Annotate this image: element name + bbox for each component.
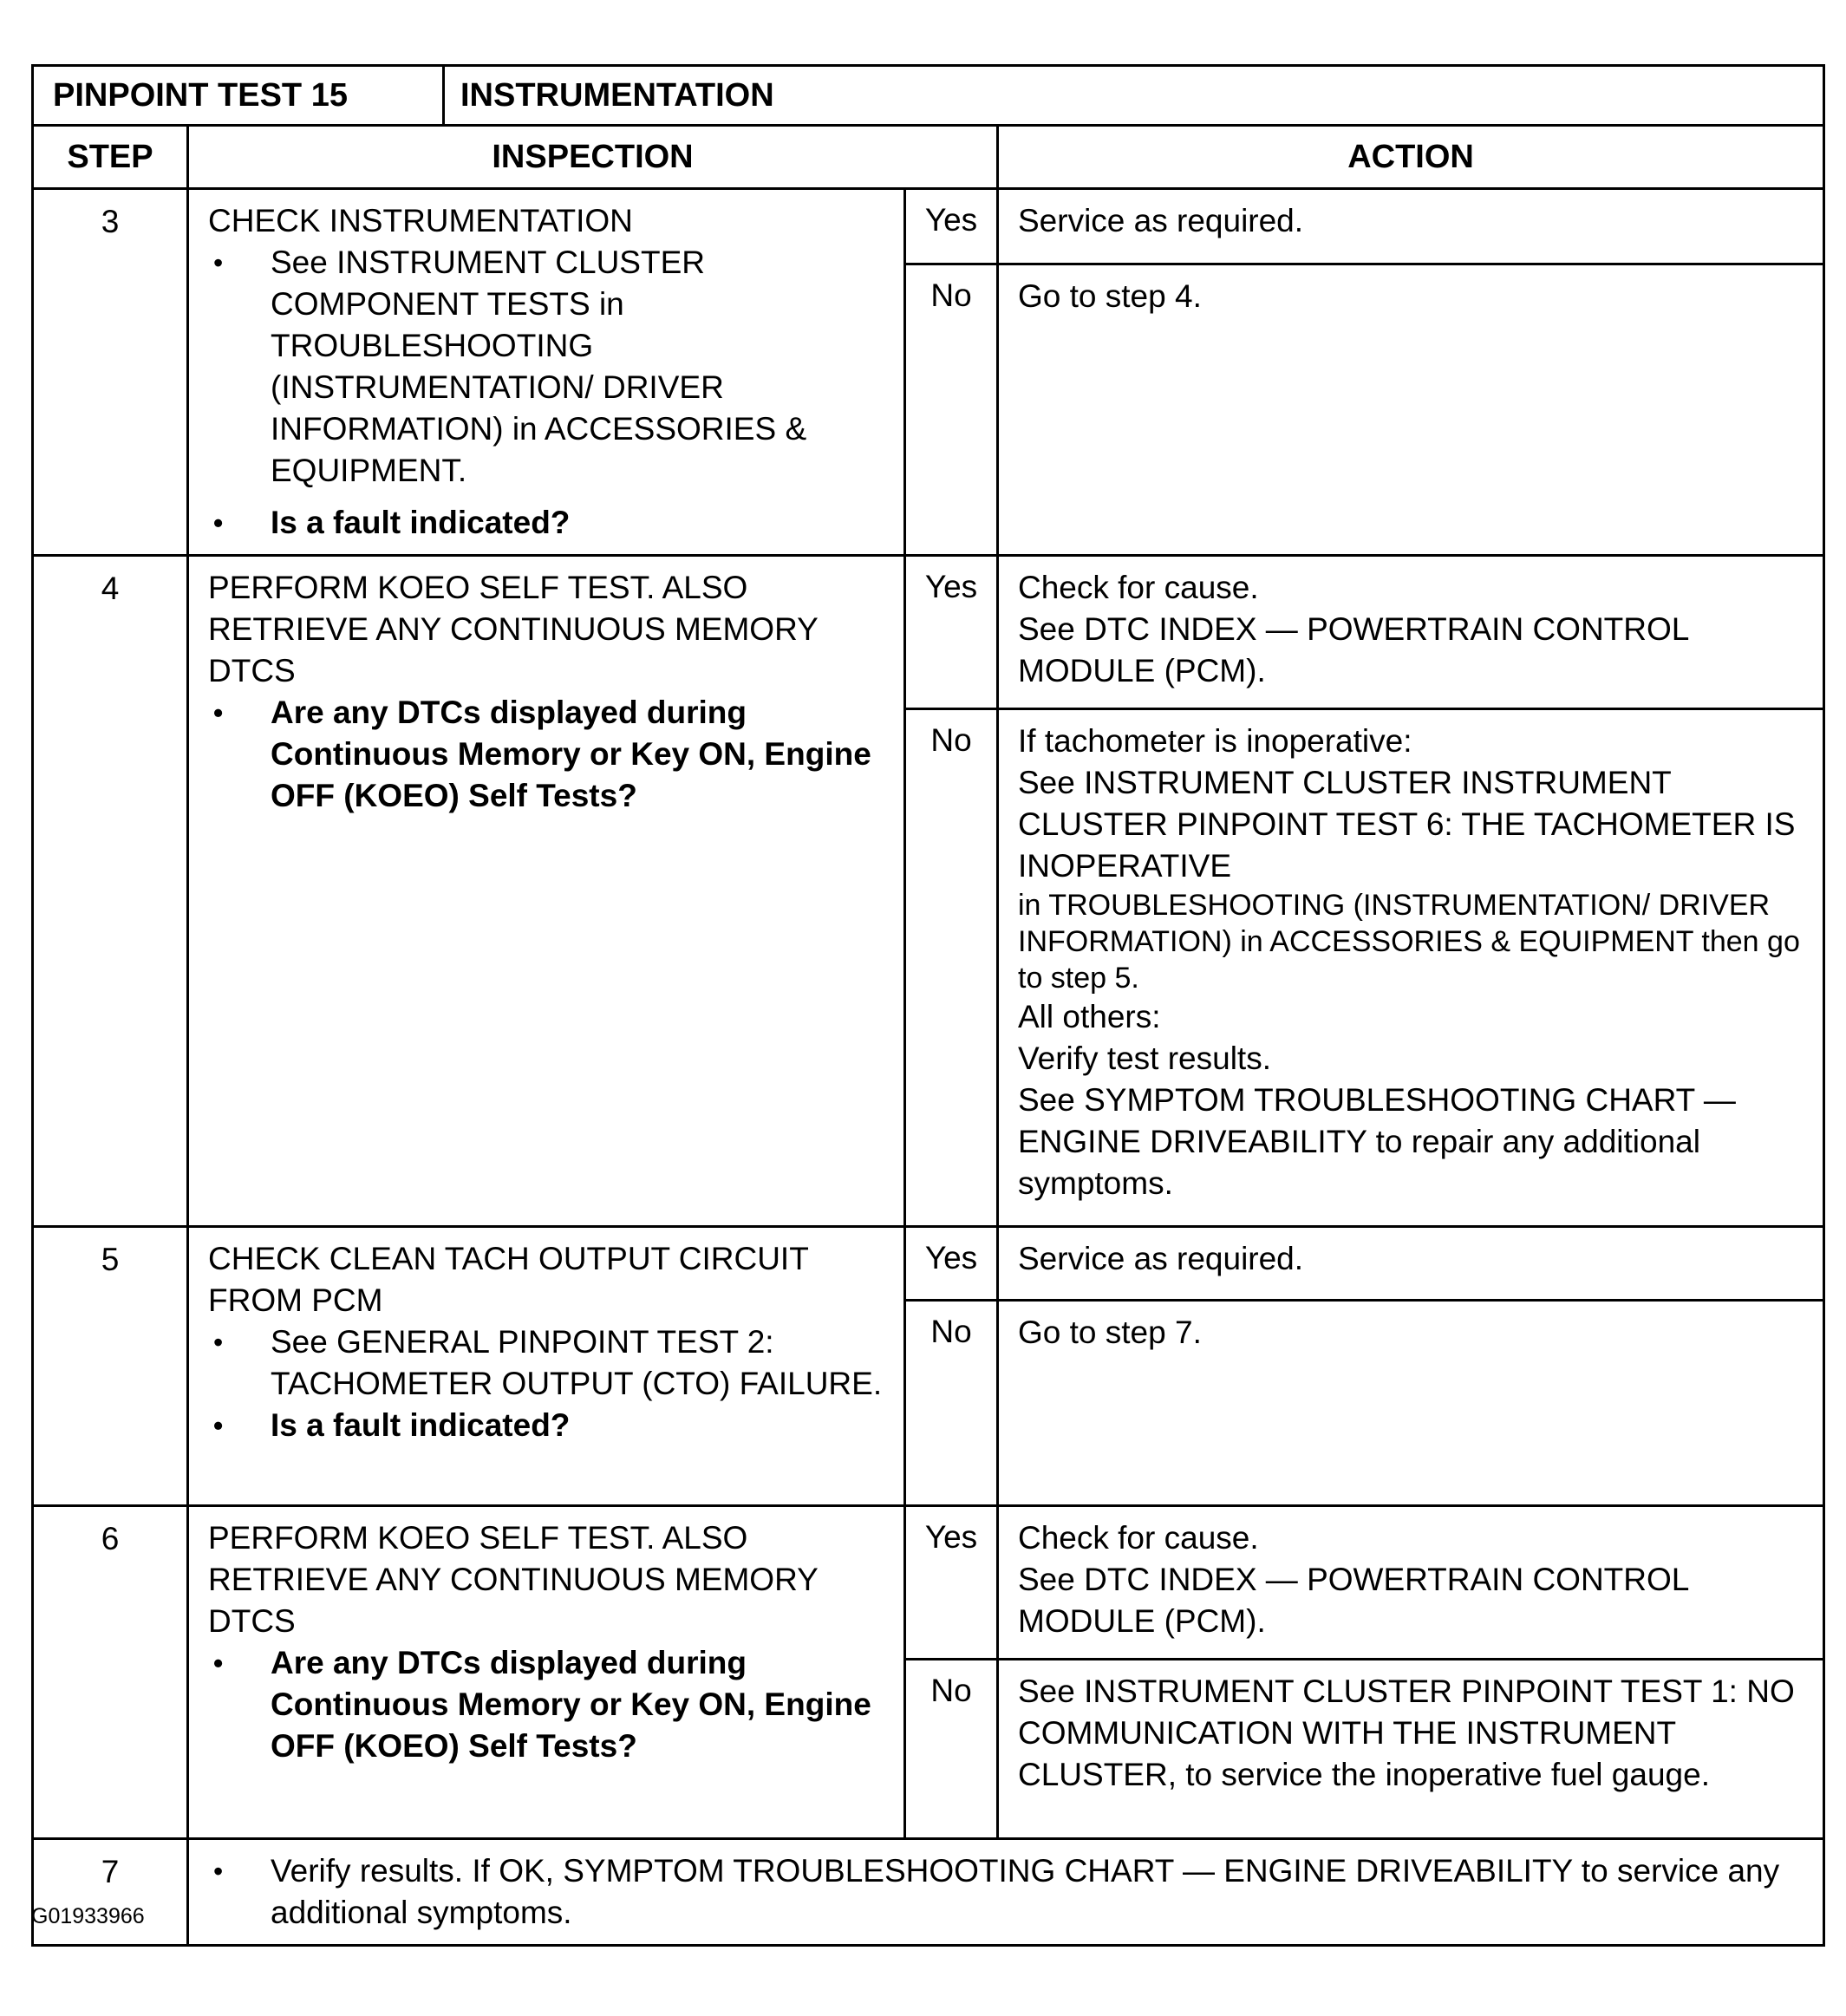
bullet-item — [208, 1850, 1807, 1934]
action-line: Verify test results. — [1018, 1041, 1271, 1076]
bullet-text: See GENERAL PINPOINT TEST 2: TACHOMETER OUTPUT (CTO) FAILURE. — [271, 1324, 883, 1401]
no-action: Go to step 4. — [998, 264, 1824, 556]
action-line: See DTC INDEX — POWERTRAIN CONTROL MODULE (PCM). — [1018, 1562, 1688, 1639]
action-line: See SYMPTOM TROUBLESHOOTING CHART — ENGINE DRIVEABILITY to repair any additional symptoms. — [1018, 1082, 1736, 1201]
inspection-title: PERFORM KOEO SELF TEST. ALSO RETRIEVE ANY CONTINUOUS MEMORY DTCS — [208, 1520, 819, 1639]
inspection-bullets — [208, 1321, 888, 1446]
inspection-title: CHECK INSTRUMENTATION — [208, 203, 633, 238]
action-line: in TROUBLESHOOTING (INSTRUMENTATION/ DRIVER INFORMATION) in ACCESSORIES & EQUIPMENT then go to step 5. — [1018, 889, 1800, 995]
table-row — [33, 189, 1824, 264]
step-number: 5 — [33, 1227, 188, 1506]
column-header-row — [33, 126, 1824, 189]
inspection-bullets — [208, 242, 888, 544]
inspection-cell — [188, 556, 905, 1227]
bullet-item — [208, 242, 888, 492]
yes-label: Yes — [905, 556, 998, 709]
bullet-item — [208, 502, 888, 544]
column-header-inspection: INSPECTION — [188, 126, 998, 189]
action-line: See INSTRUMENT CLUSTER INSTRUMENT CLUSTER PINPOINT TEST 6: THE TACHOMETER IS INOPERATIVE — [1018, 765, 1796, 884]
yes-action — [998, 1506, 1824, 1660]
no-label: No — [905, 1660, 998, 1839]
yes-action: Service as required. — [998, 1227, 1824, 1301]
step-number: 6 — [33, 1506, 188, 1839]
action-line: See DTC INDEX — POWERTRAIN CONTROL MODULE (PCM). — [1018, 611, 1688, 688]
step-number: 7 — [33, 1839, 188, 1946]
table-row — [33, 1506, 1824, 1660]
bullet-question: Are any DTCs displayed during Continuous Memory or Key ON, Engine OFF (KOEO) Self Tests? — [271, 695, 871, 813]
inspection-bullets — [208, 1642, 888, 1767]
column-header-action: ACTION — [998, 126, 1824, 189]
bullet-question: Is a fault indicated? — [271, 1407, 571, 1443]
step-number: 3 — [33, 189, 188, 556]
inspection-cell — [188, 1227, 905, 1506]
no-label: No — [905, 264, 998, 556]
column-header-step: STEP — [33, 126, 188, 189]
no-action: See INSTRUMENT CLUSTER PINPOINT TEST 1: NO COMMUNICATION WITH THE INSTRUMENT CLUSTER, to service the inoperative fuel gauge. — [998, 1660, 1824, 1839]
yes-action: Service as required. — [998, 189, 1824, 264]
figure-id: G01933966 — [31, 1904, 145, 1928]
table-row — [33, 1839, 1824, 1946]
test-title: INSTRUMENTATION — [444, 66, 1824, 126]
action-line: All others: — [1018, 999, 1161, 1034]
yes-action — [998, 556, 1824, 709]
inspection-cell — [188, 1506, 905, 1839]
inspection-title: PERFORM KOEO SELF TEST. ALSO RETRIEVE ANY CONTINUOUS MEMORY DTCS — [208, 570, 819, 688]
table-row — [33, 1227, 1824, 1301]
inspection-cell — [188, 189, 905, 556]
yes-label: Yes — [905, 1506, 998, 1660]
inspection-cell — [188, 1839, 1824, 1946]
no-label: No — [905, 709, 998, 1227]
inspection-bullets — [208, 692, 888, 817]
caption-row — [33, 66, 1824, 126]
inspection-title: CHECK CLEAN TACH OUTPUT CIRCUIT FROM PCM — [208, 1241, 809, 1318]
bullet-text: See INSTRUMENT CLUSTER COMPONENT TESTS in TROUBLESHOOTING (INSTRUMENTATION/ DRIVER INFORMATION) in ACCESSORIES & EQUIPMENT. — [271, 245, 807, 488]
test-table — [31, 64, 1825, 1947]
pinpoint-test-table — [31, 64, 1823, 1947]
step-number: 4 — [33, 556, 188, 1227]
yes-label: Yes — [905, 189, 998, 264]
action-line: If tachometer is inoperative: — [1018, 723, 1412, 759]
bullet-item — [208, 1321, 888, 1405]
test-label: PINPOINT TEST 15 — [33, 66, 444, 126]
bullet-item — [208, 692, 888, 817]
action-line: Check for cause. — [1018, 570, 1259, 605]
no-label: No — [905, 1301, 998, 1506]
table-row — [33, 556, 1824, 709]
no-action — [998, 709, 1824, 1227]
action-line: Check for cause. — [1018, 1520, 1259, 1556]
bullet-question: Are any DTCs displayed during Continuous Memory or Key ON, Engine OFF (KOEO) Self Tests? — [271, 1645, 871, 1764]
bullet-item — [208, 1642, 888, 1767]
bullet-text: Verify results. If OK, SYMPTOM TROUBLESHOOTING CHART — ENGINE DRIVEABILITY to service any additional symptoms. — [271, 1853, 1780, 1930]
bullet-question: Is a fault indicated? — [271, 505, 571, 540]
inspection-bullets — [208, 1850, 1807, 1934]
no-action: Go to step 7. — [998, 1301, 1824, 1506]
yes-label: Yes — [905, 1227, 998, 1301]
bullet-item — [208, 1405, 888, 1446]
